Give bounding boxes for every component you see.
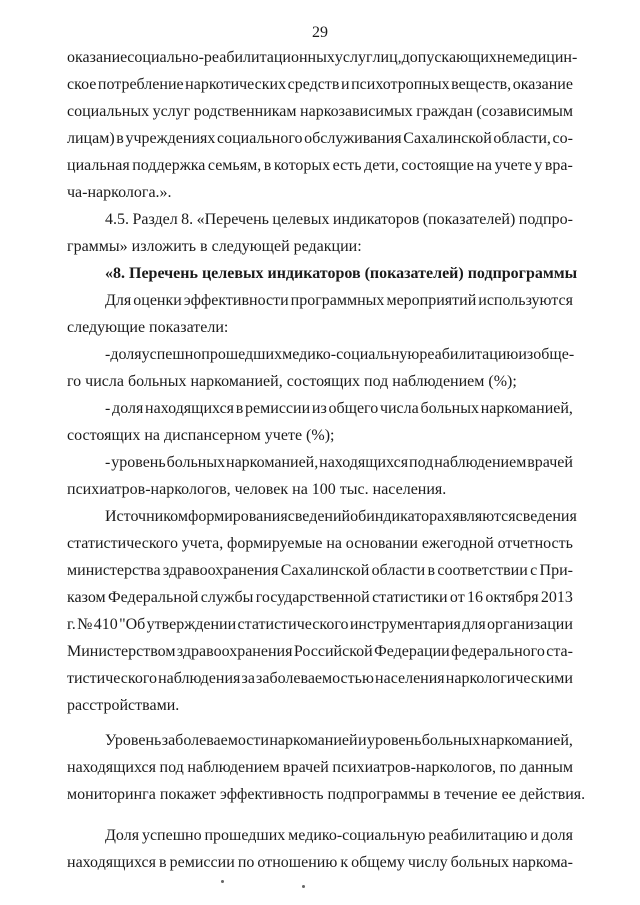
text-line: психиатров-наркологов, человек на 100 тыс. населения. [67, 481, 447, 498]
text-line: состоящих на диспансерном учете (%); [67, 427, 335, 444]
text-line: лицам) в учреждениях социального обслуживания Сахалинской области, со- [67, 130, 573, 147]
text-line: ча-нарколога.». [67, 184, 172, 201]
text-line: мониторинга покажет эффективность подпрограммы в течение ее действия. [67, 786, 586, 803]
text-line: оказание социально-реабилитационных услуг лиц, допускающих немедицин- [67, 49, 578, 66]
text-line: Источником формирования сведений об индикаторах являются сведения [105, 508, 577, 525]
paragraph-monitoring [67, 727, 586, 808]
text-line: Для оценки эффективности программных мероприятий используются [105, 292, 573, 309]
indicator-item-level [67, 449, 573, 503]
paragraph-continued [67, 44, 578, 206]
text-line: го числа больных наркоманией, состоящих под наблюдением (%); [67, 373, 517, 390]
text-line: статистического учета, формируемые на основании ежегодной отчетность [67, 535, 573, 552]
text-line: - уровень больных наркоманией, находящихся под наблюдением врачей [105, 454, 573, 471]
text-line: находящихся под наблюдением врачей психиатров-наркологов, по данным [67, 759, 573, 776]
text-line: казом Федеральной службы государственной статистики от 16 октября 2013 [67, 589, 573, 606]
heading-text: «8. Перечень целевых индикаторов (показателей) подпрограммы [105, 265, 578, 282]
scan-speck [221, 880, 224, 883]
text-line: тистического наблюдения за заболеваемостью населения наркологическими [67, 670, 573, 687]
text-line: 4.5. Раздел 8. «Перечень целевых индикаторов (показателей) подпро- [105, 211, 573, 228]
indicator-item-remission [67, 395, 573, 449]
paragraph-section-4-5 [67, 206, 573, 260]
text-line: - доля находящихся в ремиссии из общего числа больных наркоманией, [105, 400, 573, 417]
document-body [67, 44, 586, 876]
text-line: Уровень заболеваемости наркоманией и уровень больных наркоманией, [105, 732, 573, 749]
text-line: Министерством здравоохранения Российской Федерации федерального ста- [67, 643, 573, 660]
text-line: социальных услуг родственникам наркозависимых граждан (созависимым [67, 103, 573, 120]
text-line: г. № 410 "Об утверждении статистического инструментария для организации [67, 616, 573, 633]
text-line: министерства здравоохранения Сахалинской области в соответствии с При- [67, 562, 573, 579]
paragraph-share [67, 822, 573, 876]
page-number: 29 [312, 24, 328, 41]
paragraph-sources [67, 503, 577, 719]
scan-speck [302, 885, 305, 888]
indicator-item-rehab [67, 341, 573, 395]
text-line: граммы» изложить в следующей редакции: [67, 238, 362, 255]
text-line: - доля успешно прошедших медико-социальную реабилитацию из обще- [105, 346, 575, 363]
text-line: находящихся в ремиссии по отношению к общему числу больных наркома- [67, 854, 573, 871]
text-line: расстройствами. [67, 697, 180, 714]
text-line: ское потребление наркотических средств и психотропных веществ, оказание [67, 76, 573, 93]
text-line: Доля успешно прошедших медико-социальную реабилитацию и доля [105, 827, 573, 844]
section-heading [67, 260, 578, 287]
text-line: циальная поддержка семьям, в которых есть дети, состоящие на учете у вра- [67, 157, 573, 174]
text-line: следующие показатели: [67, 319, 229, 336]
paragraph-intro [67, 287, 573, 341]
